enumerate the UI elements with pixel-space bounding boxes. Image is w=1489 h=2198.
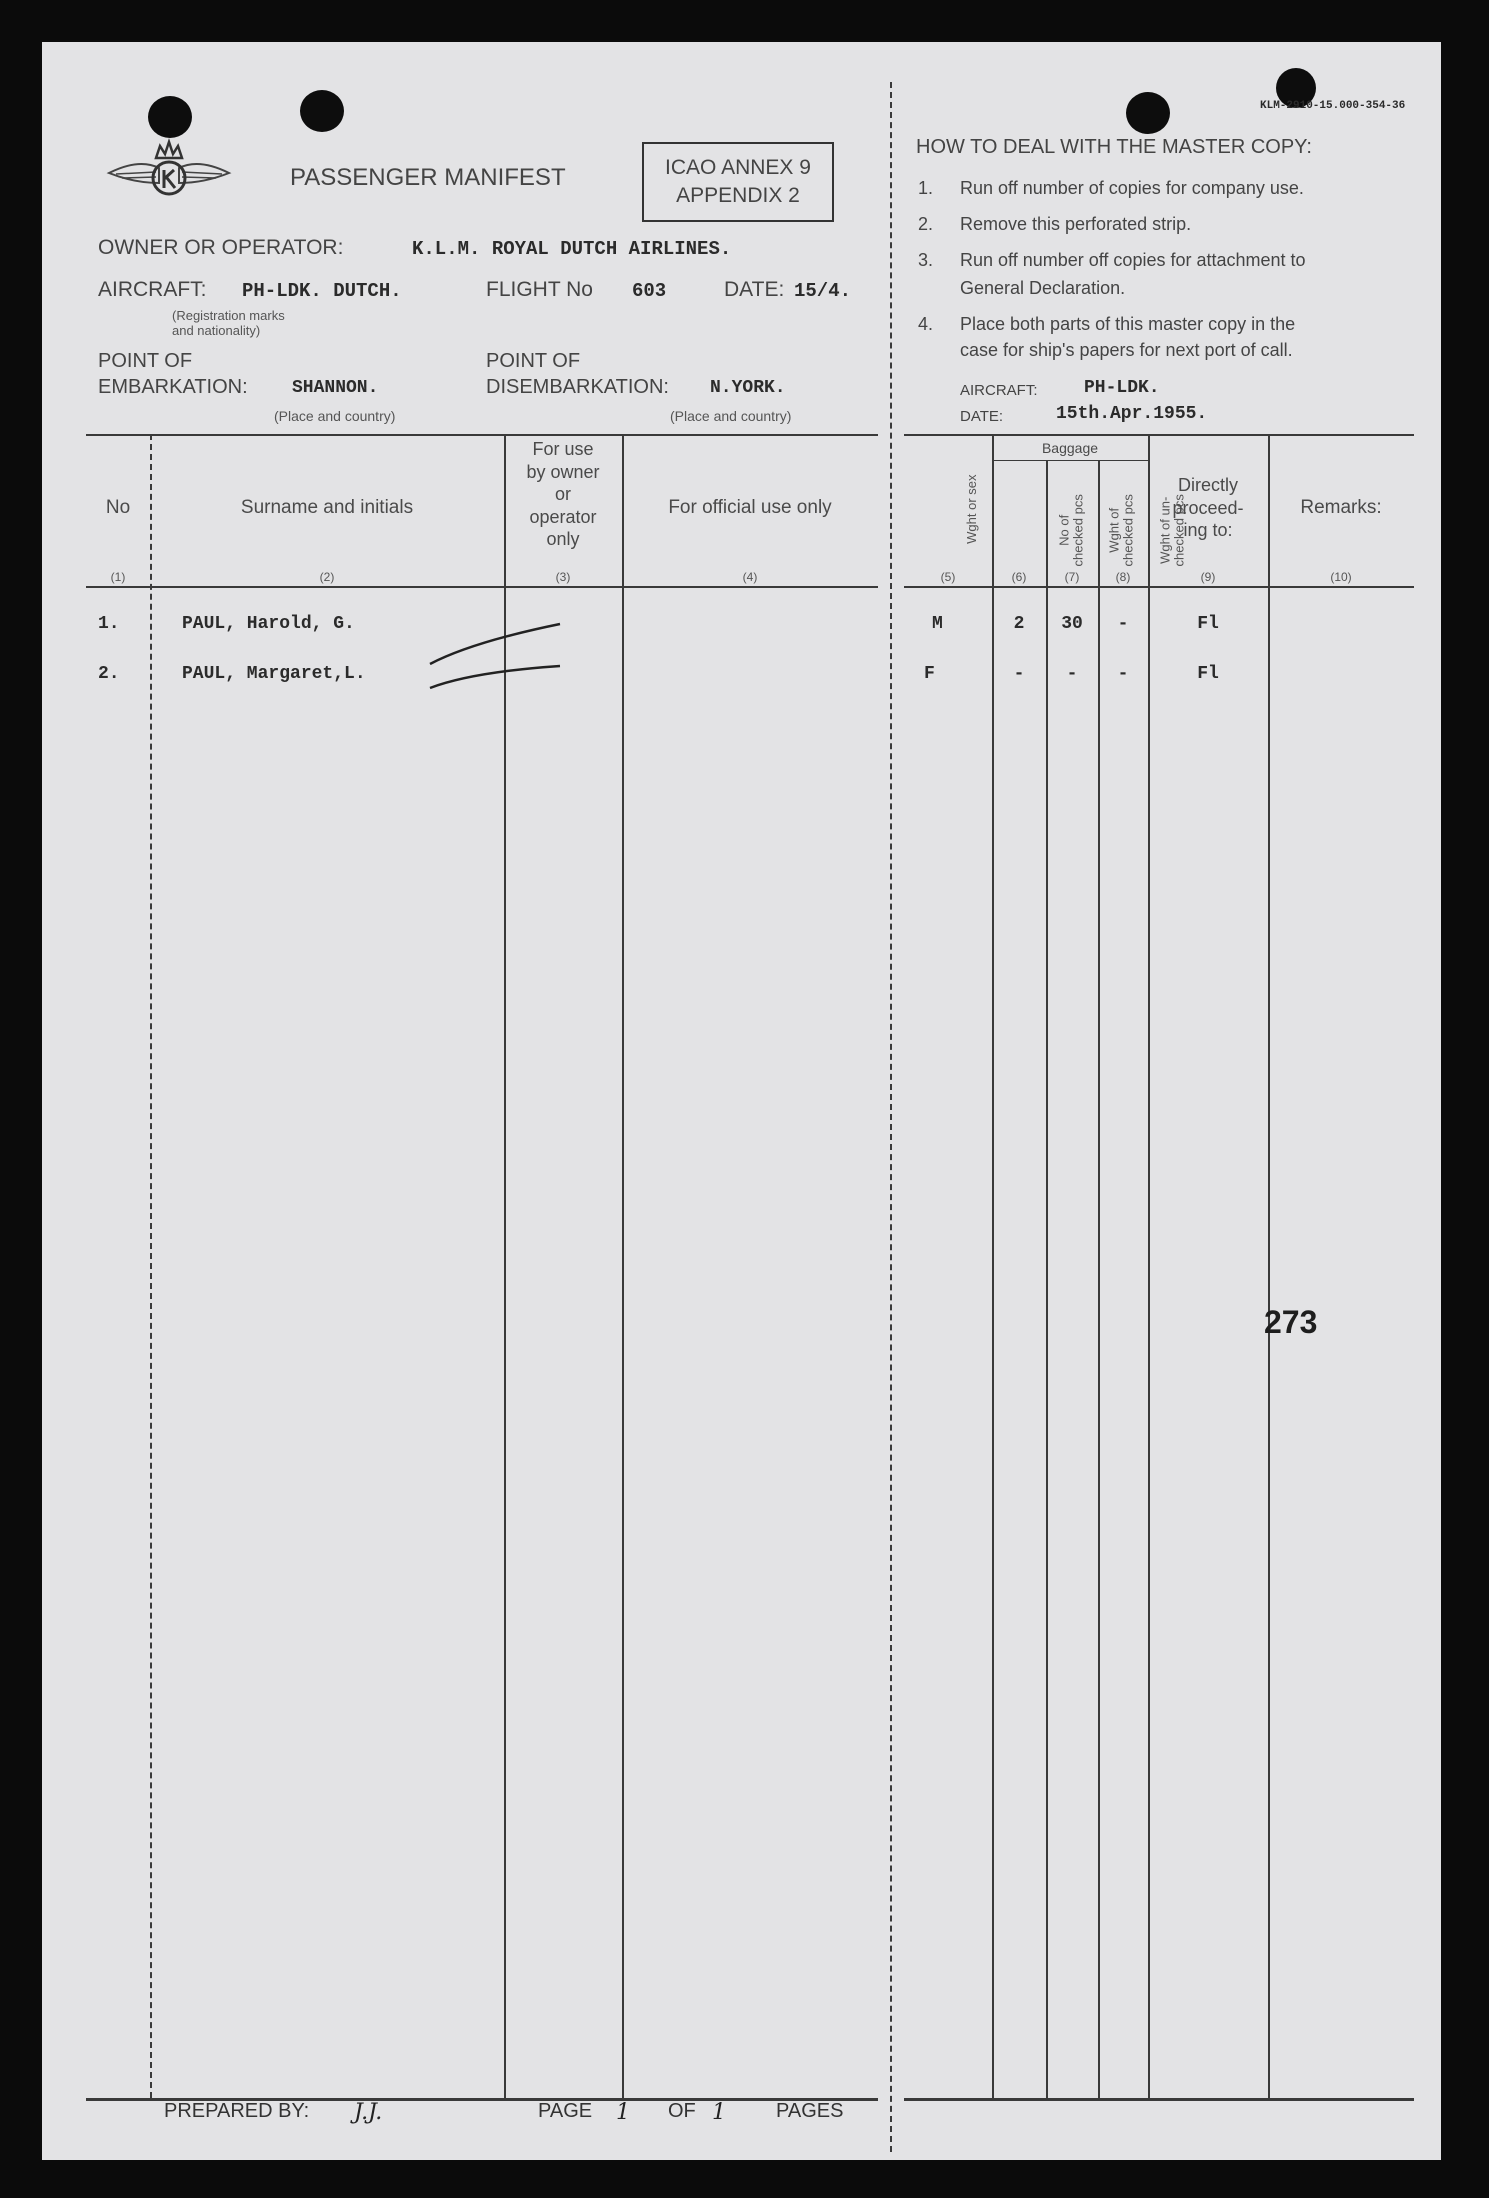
row-name: PAUL, Margaret,L. [182,664,366,684]
col-header-name: Surname and initials [240,497,414,518]
row-no: 1. [98,614,120,634]
col-header-no: No [105,497,131,518]
col-header-directly [1148,474,1268,542]
col-header-no-checked [1058,480,1087,580]
prepared-value: J.J. [354,2100,383,2125]
perforation-line [890,82,892,2152]
table-bottom-border-right [904,2098,1414,2101]
embark-note: (Place and country) [274,408,396,424]
col-num: (7) [1064,570,1080,584]
page-label: PAGE [538,2100,593,2122]
manifest-page [42,42,1441,2160]
instr-line: Run off number of copies for company use. [960,178,1304,198]
disembark-label2: DISEMBARKATION: [486,376,669,398]
punch-hole [148,96,192,138]
row-pcs: 2 [1013,614,1025,634]
instr-line: Run off number off copies for attachment to [960,250,1306,270]
instr-line: Remove this perforated strip. [960,214,1192,234]
page-title: PASSENGER MANIFEST [290,164,566,191]
stamp-number: 273 [1264,1304,1318,1340]
row-dest: Fl [1197,614,1219,634]
date-value: 15/4. [794,280,852,302]
page-value: 1 [616,2100,630,2125]
instr-num: 2. [918,214,934,234]
header-line: by owner [526,461,600,482]
embark-label2: EMBARKATION: [98,376,248,398]
col-num: (2) [319,570,335,584]
icao-line2: APPENDIX 2 [676,184,800,207]
col-num: (4) [742,570,758,584]
instr-date-value: 15th.Apr.1955. [1056,404,1208,424]
col-num: (3) [555,570,571,584]
instr-line: case for ship's papers for next port of call. [960,340,1293,360]
col-header-wght-checked [1108,480,1137,580]
instr-num: 1. [918,178,934,198]
header-line: ing to: [1183,520,1233,540]
col-header-official: For official use only [668,497,832,518]
table-top-border-right [904,434,1414,436]
col-num: (10) [1330,570,1352,584]
disembark-note: (Place and country) [670,408,792,424]
col-num: (8) [1115,570,1131,584]
instr-num: 3. [918,250,934,270]
form-code: KLM-2910-15.000-354-36 [1260,100,1406,112]
header-line: or [554,484,571,504]
header-line: checked pcs [1121,494,1136,567]
punch-hole [300,90,344,132]
klm-crown-logo-icon [104,138,234,208]
pages-label: PAGES [776,2100,844,2122]
col-num: (9) [1200,570,1216,584]
header-line: proceed- [1172,497,1244,518]
row-dest: Fl [1197,664,1219,684]
header-line: Directly [1177,475,1238,495]
row-wght: - [1066,664,1078,684]
col-divider [1098,460,1100,2098]
col-divider [150,434,152,2098]
owner-value: K.L.M. ROYAL DUTCH AIRLINES. [412,238,732,260]
col-header-wght-sex: Wght or sex [963,474,979,544]
date-label: DATE: [724,278,785,301]
row-wght: 30 [1061,614,1083,634]
prepared-label: PREPARED BY: [164,2100,310,2122]
col-header-owner-use [504,438,622,551]
header-line: For use [532,439,594,459]
baggage-divider [992,460,1148,461]
row-sex: F [924,664,935,684]
instr-num: 4. [918,314,934,334]
instr-line: General Declaration. [960,278,1126,298]
col-num: (5) [940,570,956,584]
row-unchecked: - [1117,664,1129,684]
aircraft-note2: and nationality) [172,323,261,338]
embark-label1: POINT OF [98,350,193,372]
embark-value: SHANNON. [292,378,379,398]
col-header-remarks: Remarks: [1300,497,1382,518]
header-line: checked pcs [1071,494,1086,567]
flight-label: FLIGHT No [486,278,593,301]
header-line: operator [529,506,597,527]
aircraft-label: AIRCRAFT: [98,278,207,301]
aircraft-note1: (Registration marks [172,308,285,323]
header-line: checked pcs [1172,494,1187,567]
instr-line: Place both parts of this master copy in the [960,314,1296,334]
header-line: Wght of [1106,507,1122,553]
disembark-value: N.YORK. [710,378,786,398]
owner-label: OWNER OR OPERATOR: [98,236,344,259]
icao-box [642,142,834,222]
row-unchecked: - [1117,614,1129,634]
punch-hole [1126,92,1170,134]
col-divider [1046,460,1048,2098]
table-header-divider-right [904,586,1414,588]
col-num: (6) [1011,570,1027,584]
row-name: PAUL, Harold, G. [182,614,355,634]
table-top-border-left [86,434,878,436]
icao-line1: ICAO ANNEX 9 [665,156,811,179]
disembark-label1: POINT OF [486,350,581,372]
instr-date-label: DATE: [960,408,1004,425]
col-divider [1268,434,1270,2098]
instructions-heading: HOW TO DEAL WITH THE MASTER COPY: [916,136,1312,158]
instr-aircraft-label: AIRCRAFT: [960,382,1038,399]
flight-value: 603 [632,280,667,302]
instr-aircraft-value: PH-LDK. [1084,378,1160,398]
col-divider [622,434,624,2098]
header-line: only [546,529,580,549]
row-no: 2. [98,664,120,684]
of-value: 1 [712,2100,726,2125]
handwritten-mark [422,582,572,692]
aircraft-value: PH-LDK. DUTCH. [242,280,402,302]
row-sex: M [932,614,943,634]
col-header-baggage: Baggage [1041,440,1099,456]
header-line: Wght of un- [1157,496,1173,564]
col-num: (1) [110,570,126,584]
of-label: OF [668,2100,696,2122]
row-pcs: - [1013,664,1025,684]
header-line: No of [1056,514,1072,546]
